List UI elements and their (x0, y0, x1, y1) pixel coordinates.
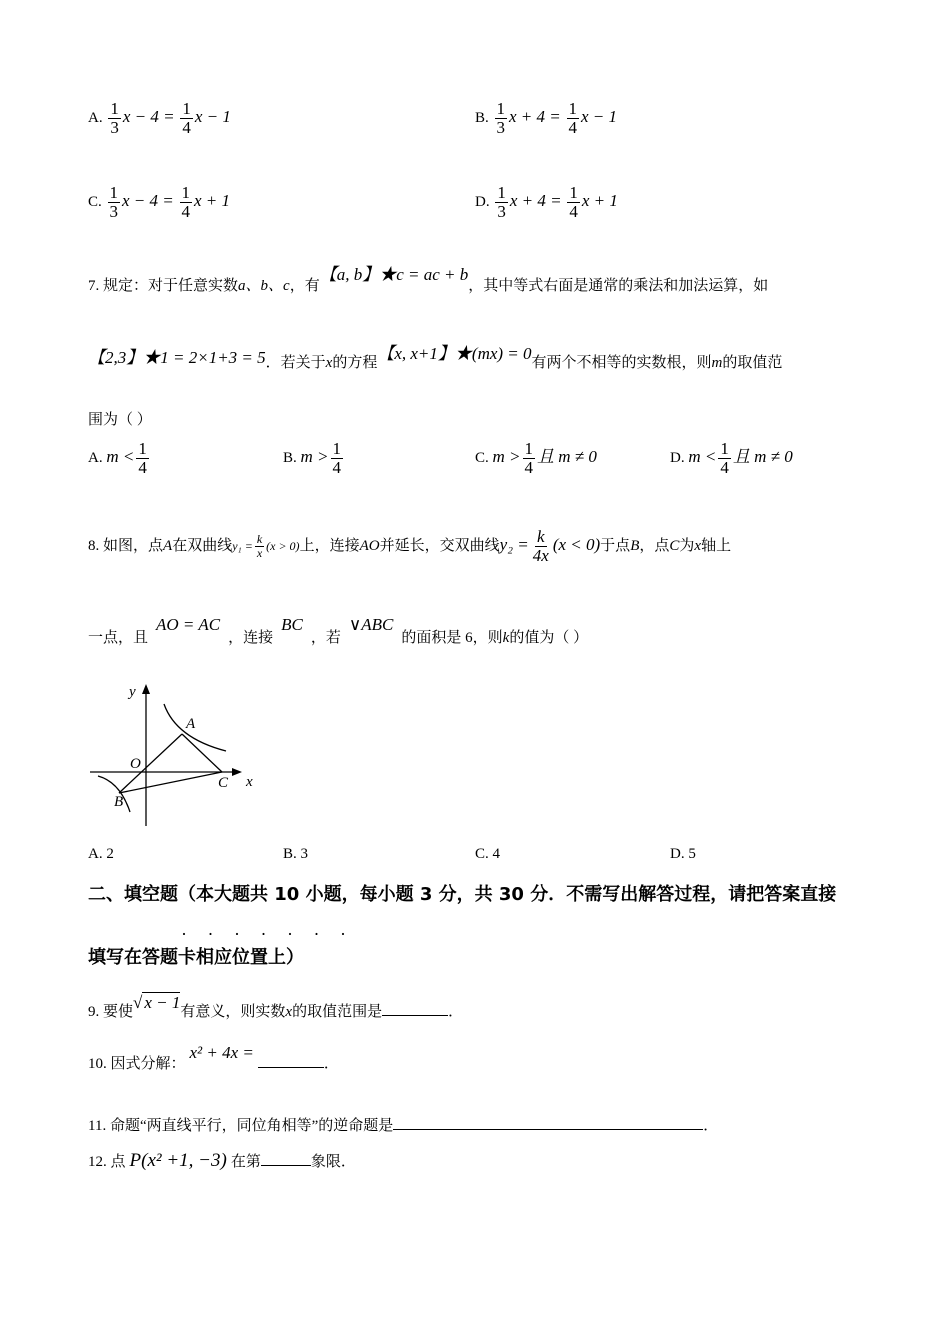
q8-option-c: C. 4 (475, 846, 501, 862)
q8-option-b: B. 3 (283, 846, 309, 862)
label-C: C (218, 775, 229, 791)
fraction: $\frac{1}{4}$ (568, 99, 578, 137)
q11: 11. 命题“两直线平行，同位角相等”的逆命题是 ． (88, 1114, 718, 1135)
fraction: $\frac{1}{3}$ (110, 99, 119, 137)
q6-option-d: D. $\frac{1}{3}$ x + 4 = $\frac{1}{4}$ x + 1 (475, 183, 618, 221)
option-label: B. (475, 109, 489, 126)
label-B: B (114, 794, 124, 810)
x-axis-arrow (232, 768, 242, 776)
segment-AC (182, 734, 222, 772)
q6-option-a: A. $\frac{1}{3}$ x − 4 = $\frac{1}{4}$ x − 1 (88, 99, 231, 137)
y-axis-arrow (142, 684, 150, 694)
answer-blank[interactable] (393, 1115, 703, 1130)
example-formula: 【2,3】★1 = 2×1+3 = 5 (88, 348, 266, 367)
label-A: A (186, 716, 196, 732)
answer-blank[interactable] (261, 1151, 311, 1166)
emphasis-dots: · · · · · · · (181, 924, 354, 944)
q8-line1: 8. 如图，点A在双曲线y₁ = $\frac{k}{x}$ (x > 0)上，连接AO并延长，交双曲线y₂ = $\frac{k}{4x}$ (x < 0)于点B，点C为x轴上 (88, 527, 732, 565)
label-y: y (129, 684, 136, 700)
option-label: A. (88, 109, 103, 126)
segment-BC (119, 772, 222, 793)
section-title-line2: 填写在答题卡相应位置上） (88, 947, 304, 968)
q6-option-c: C. $\frac{1}{3}$ x − 4 = $\frac{1}{4}$ x + 1 (88, 183, 231, 221)
answer-blank[interactable] (258, 1053, 324, 1068)
equation-formula: 【x, x+1】★(mx) = 0 (377, 344, 532, 363)
q7-option-c: C. m > $\frac{1}{4}$ 且 m ≠ 0 (475, 439, 597, 477)
radicand: x − 1 (144, 993, 181, 1012)
q7-line1: 7. 规定：对于任意实数a、b、c，有【a, b】★c = ac + b，其中等式右面是通常的乘法和加法运算，如 (88, 265, 769, 294)
fraction: $\frac{1}{3}$ (497, 183, 506, 221)
fraction: $\frac{1}{3}$ (496, 99, 506, 137)
q7-option-b: B. m > $\frac{1}{4}$ (283, 439, 342, 477)
q8-option-a: A. 2 (88, 846, 114, 862)
q10: 10. 因式分解：x² + 4x =． (88, 1043, 339, 1072)
q9: 9. 要使√ x − 1有意义，则实数x的取值范围是 ． (88, 993, 464, 1020)
option-label: D. (475, 193, 490, 210)
q7-line3: 围为（ ） (88, 412, 152, 428)
definition-formula: 【a, b】★c = ac + b (319, 265, 469, 284)
q6-option-b: B. $\frac{1}{3}$ x + 4 = $\frac{1}{4}$ x − 1 (475, 99, 618, 137)
q7-line2: 【2,3】★1 = 2×1+3 = 5．若关于x的方程【x, x+1】★(mx) = 0有两个不相等的实数根，则m的取值范 (88, 344, 783, 371)
fraction: $\frac{1}{4}$ (569, 183, 578, 221)
label-O: O (130, 756, 141, 772)
hyperbola-figure (86, 676, 266, 832)
q7-option-d: D. m < $\frac{1}{4}$ 且 m ≠ 0 (670, 439, 793, 477)
q8-line2: 一点，且AO = AC，连接BC，若∨ABC的面积是 6，则k的值为（ ） (88, 615, 589, 646)
fraction: $\frac{1}{4}$ (181, 183, 191, 221)
option-label: C. (88, 193, 102, 210)
fraction: $\frac{1}{3}$ (109, 183, 119, 221)
section-title-line1: 二、填空题（本大题共 10 小题，每小题 3 分，共 30 分．不需写出解答过程，请把答案直接 (88, 884, 837, 905)
segment-AB (119, 734, 182, 793)
fraction: $\frac{1}{4}$ (182, 99, 191, 137)
q12: 12. 点 P(x² +1, −3) 在第 象限． (88, 1150, 356, 1171)
q8-option-d: D. 5 (670, 846, 696, 862)
label-x: x (246, 774, 253, 790)
q7-option-a: A. m < $\frac{1}{4}$ (88, 439, 147, 477)
answer-blank[interactable] (382, 1001, 448, 1016)
